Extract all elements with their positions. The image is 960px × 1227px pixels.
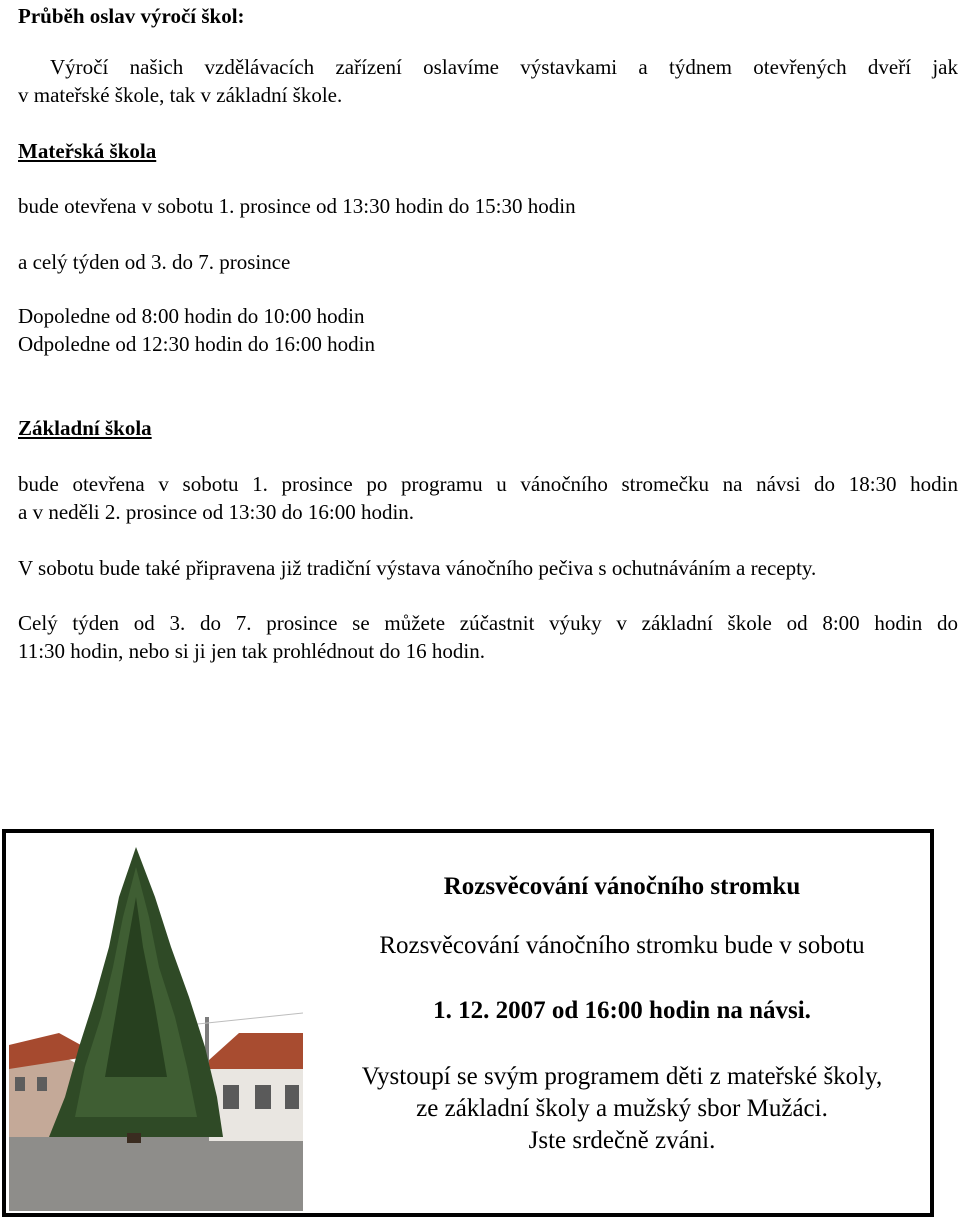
intro-line-1: Výročí našich vzdělávacích zařízení oslavíme výstavkami a týdnem otevřených dveří jak xyxy=(50,55,958,79)
ms-line-1: bude otevřena v sobotu 1. prosince od 13:30 hodin do 15:30 hodin xyxy=(18,194,576,218)
zs-line-1: bude otevřena v sobotu 1. prosince po programu u vánočního stromečku na návsi do 18:30 hodin xyxy=(18,472,958,496)
ms-section-title: Mateřská škola xyxy=(18,139,157,163)
zs-line-2: a v neděli 2. prosince od 13:30 do 16:00 hodin. xyxy=(18,500,415,524)
ms-line-4: Odpoledne od 12:30 hodin do 16:00 hodin xyxy=(18,332,375,356)
zs-line-5: 11:30 hodin, nebo si ji jen tak prohlédnout do 16 hodin. xyxy=(18,639,486,663)
zs-section-title: Základní škola xyxy=(18,416,152,440)
page-heading: Průběh oslav výročí škol: xyxy=(18,4,245,28)
announcement-date: 1. 12. 2007 od 16:00 hodin na návsi. xyxy=(433,997,811,1024)
announcement-line-4: ze základní školy a mužský sbor Mužáci. xyxy=(416,1095,828,1122)
ms-line-3: Dopoledne od 8:00 hodin do 10:00 hodin xyxy=(18,304,365,328)
christmas-tree-photo xyxy=(9,837,303,1211)
ms-line-2: a celý týden od 3. do 7. prosince xyxy=(18,250,291,274)
announcement-line-1: Rozsvěcování vánočního stromku bude v sobotu xyxy=(379,932,865,959)
zs-line-4: Celý týden od 3. do 7. prosince se můžete zúčastnit výuky v základní škole od 8:00 hodin do xyxy=(18,611,958,635)
announcement-line-5: Jste srdečně zváni. xyxy=(528,1127,716,1154)
announcement-line-3: Vystoupí se svým programem děti z mateřské školy, xyxy=(361,1063,883,1090)
announcement-title: Rozsvěcování vánočního stromku xyxy=(443,873,801,900)
zs-line-3: V sobotu bude také připravena již tradiční výstava vánočního pečiva s ochutnáváním a recepty. xyxy=(18,556,817,580)
intro-line-2: v mateřské škole, tak v základní škole. xyxy=(18,83,343,107)
